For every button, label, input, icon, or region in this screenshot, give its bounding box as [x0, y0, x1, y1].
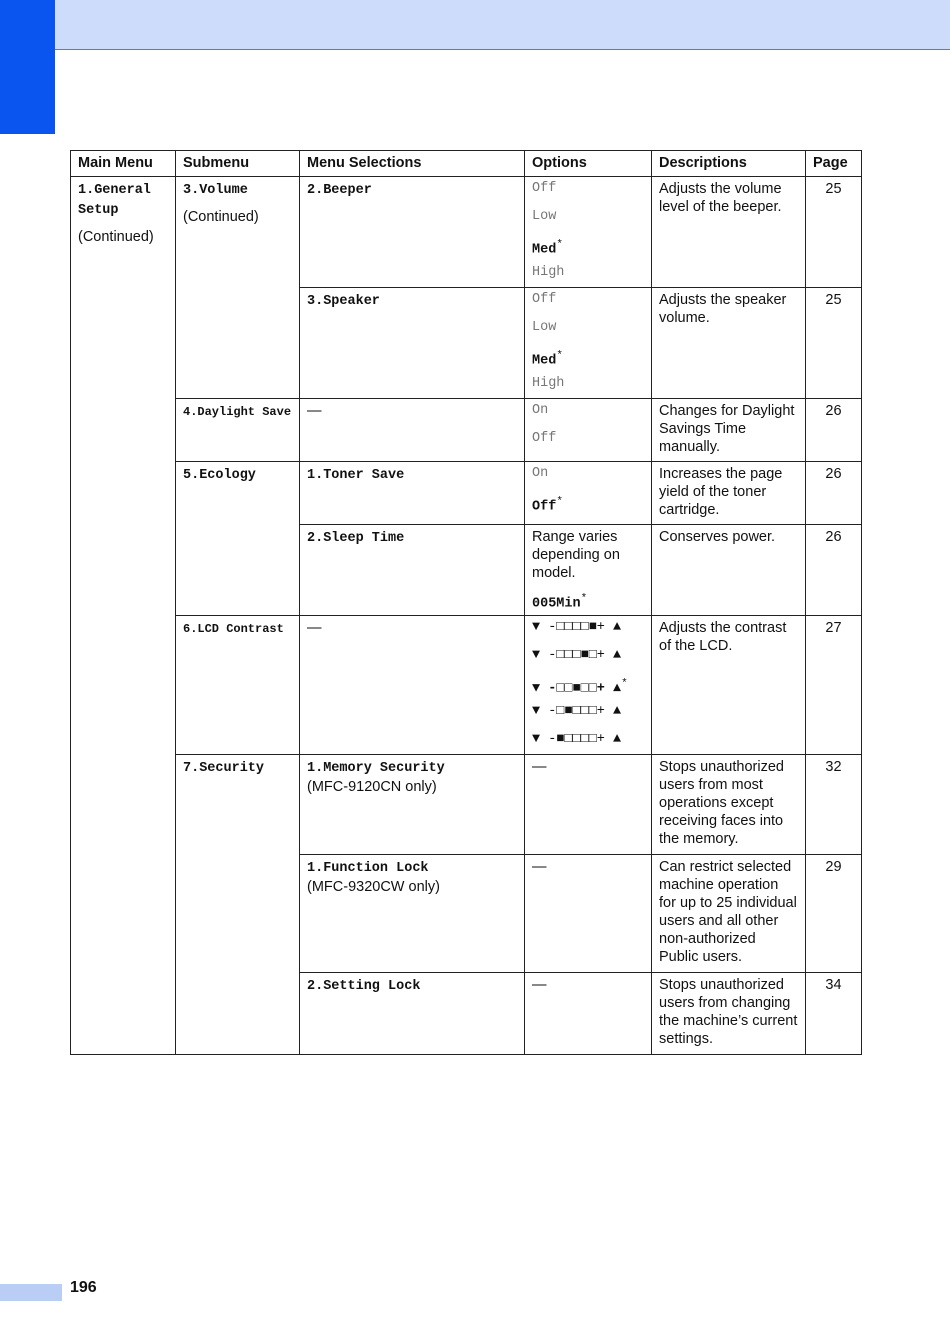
- selection-speaker-label: 3.Speaker: [307, 294, 380, 309]
- option-item-default: Med *: [532, 347, 644, 375]
- selection-setting-lock-label: 2.Setting Lock: [307, 979, 421, 994]
- header-submenu: Submenu: [176, 151, 300, 177]
- submenu-lcd-contrast-label: 6.LCD Contrast: [183, 622, 284, 636]
- submenu-lcd-contrast: [176, 616, 300, 755]
- options-dash: —: [532, 859, 547, 875]
- contrast-level-option: ▼ -□□□■□+ ▲: [532, 648, 622, 663]
- option-item: On: [532, 403, 549, 418]
- option-item: Low: [532, 209, 557, 224]
- table-row: [71, 616, 862, 755]
- selection-dash: —: [307, 620, 322, 636]
- page-sleep-time: 26: [806, 525, 862, 616]
- header-band: [0, 0, 950, 50]
- submenu-security: [176, 755, 300, 1055]
- option-item-default: 005Min *: [532, 590, 644, 610]
- selection-memory-security-label: 1.Memory Security: [307, 761, 445, 776]
- option-item-default: Off *: [532, 493, 644, 513]
- submenu-ecology-label: 5.Ecology: [183, 468, 256, 483]
- options-sleep-time: [525, 525, 652, 616]
- header-options: Options: [525, 151, 652, 177]
- options-toner-save: [525, 462, 652, 525]
- selection-dash: —: [307, 403, 322, 419]
- submenu-volume-note: (Continued): [183, 209, 259, 225]
- option-item: Off: [532, 181, 557, 196]
- selection-setting-lock: [300, 973, 525, 1055]
- selection-toner-save: [300, 462, 525, 525]
- page-number: 196: [70, 1279, 97, 1296]
- model-note: (MFC-9120CN only): [307, 779, 437, 795]
- options-setting-lock: [525, 973, 652, 1055]
- page-memory-security: 32: [806, 755, 862, 855]
- options-lcd-contrast: [525, 616, 652, 755]
- main-menu-cell: [71, 177, 176, 1055]
- contrast-level-option: ▼ -■□□□□+ ▲: [532, 732, 622, 747]
- table-row: [71, 177, 862, 288]
- submenu-daylight-save-label: 4.Daylight Save: [183, 405, 292, 419]
- model-note: (MFC-9320CW only): [307, 879, 440, 895]
- table-row: [71, 462, 862, 525]
- description-memory-security: Stops unauthorized users from most operations except receiving faces into the memory.: [652, 755, 806, 855]
- header-menu-selections: Menu Selections: [300, 151, 525, 177]
- header-main-menu: Main Menu: [71, 151, 176, 177]
- option-item: Low: [532, 320, 557, 335]
- footer-band: [0, 1284, 62, 1301]
- option-item: Off: [532, 292, 557, 307]
- options-dash: —: [532, 977, 547, 993]
- submenu-daylight-save: [176, 399, 300, 462]
- description-function-lock: Can restrict selected machine operation for up to 25 individual users and all other non-authorized Public users.: [652, 855, 806, 973]
- selection-sleep-time: [300, 525, 525, 616]
- page-daylight-save: 26: [806, 399, 862, 462]
- page-beeper: 25: [806, 177, 862, 288]
- header-page: Page: [806, 151, 862, 177]
- description-daylight-save: Changes for Daylight Savings Time manually.: [652, 399, 806, 462]
- selection-beeper: [300, 177, 525, 288]
- chapter-tab: [0, 0, 55, 134]
- selection-beeper-label: 2.Beeper: [307, 183, 372, 198]
- table-row: [71, 755, 862, 855]
- selection-speaker: [300, 288, 525, 399]
- submenu-volume-cell: [176, 177, 300, 399]
- selection-toner-save-label: 1.Toner Save: [307, 468, 405, 483]
- selection-function-lock: [300, 855, 525, 973]
- description-beeper: Adjusts the volume level of the beeper.: [652, 177, 806, 288]
- contrast-level-option-default: ▼ -□□■□□+ ▲ *: [532, 675, 644, 703]
- options-dash: —: [532, 759, 547, 775]
- options-function-lock: [525, 855, 652, 973]
- option-item: High: [532, 376, 565, 391]
- page-toner-save: 26: [806, 462, 862, 525]
- table-header-row: [71, 151, 862, 177]
- page-function-lock: 29: [806, 855, 862, 973]
- option-item: Off: [532, 431, 557, 446]
- selection-sleep-time-label: 2.Sleep Time: [307, 531, 405, 546]
- selection-memory-security: [300, 755, 525, 855]
- option-item: On: [532, 466, 549, 481]
- settings-menu-table: [70, 150, 862, 1055]
- selection-lcd-contrast: [300, 616, 525, 755]
- submenu-ecology: [176, 462, 300, 616]
- description-lcd-contrast: Adjusts the contrast of the LCD.: [652, 616, 806, 755]
- description-sleep-time: Conserves power.: [652, 525, 806, 616]
- option-item: High: [532, 265, 565, 280]
- page-lcd-contrast: 27: [806, 616, 862, 755]
- page-speaker: 25: [806, 288, 862, 399]
- submenu-volume-label: 3.Volume: [183, 183, 248, 198]
- selection-function-lock-label: 1.Function Lock: [307, 861, 429, 876]
- contrast-level-option: ▼ -□□□□■+ ▲: [532, 620, 622, 635]
- main-menu-label: 1.General Setup: [78, 183, 151, 218]
- selection-daylight-save: [300, 399, 525, 462]
- description-setting-lock: Stops unauthorized users from changing the machine’s current settings.: [652, 973, 806, 1055]
- description-toner-save: Increases the page yield of the toner cartridge.: [652, 462, 806, 525]
- option-item-default: Med *: [532, 236, 644, 264]
- options-daylight-save: [525, 399, 652, 462]
- sleep-time-range-text: Range varies depending on model.: [532, 529, 620, 581]
- options-memory-security: [525, 755, 652, 855]
- description-speaker: Adjusts the speaker volume.: [652, 288, 806, 399]
- main-menu-note: (Continued): [78, 229, 154, 245]
- submenu-security-label: 7.Security: [183, 761, 265, 776]
- table-row: [71, 399, 862, 462]
- contrast-level-option: ▼ -□■□□□+ ▲: [532, 704, 622, 719]
- options-speaker: [525, 288, 652, 399]
- options-beeper: [525, 177, 652, 288]
- header-descriptions: Descriptions: [652, 151, 806, 177]
- page-setting-lock: 34: [806, 973, 862, 1055]
